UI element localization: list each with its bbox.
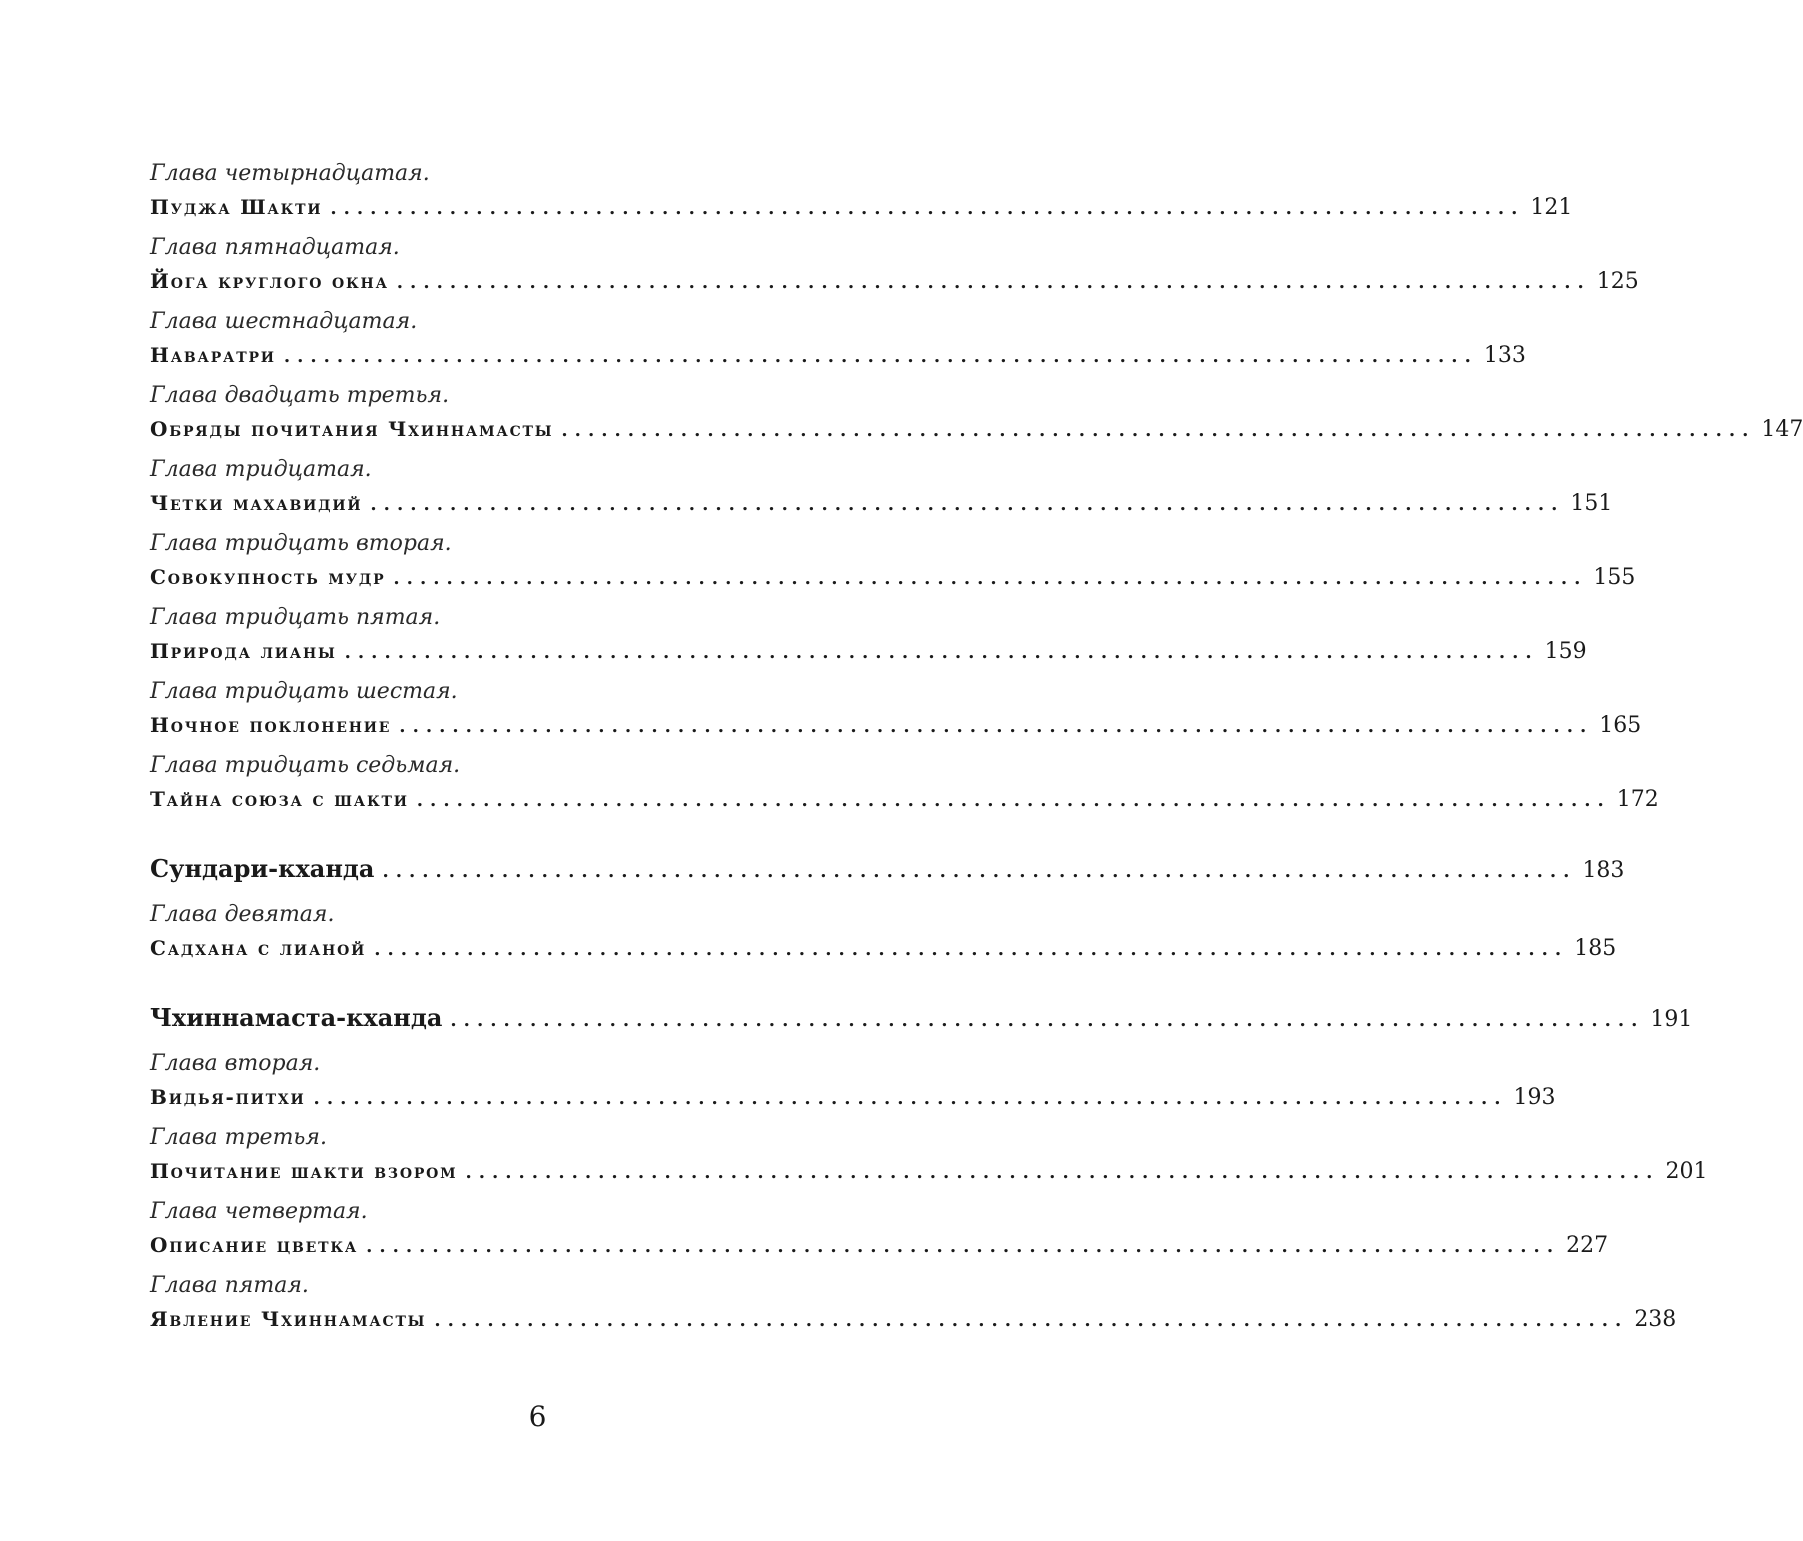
toc-entry bbox=[150, 380, 1803, 454]
page-ref: 193 bbox=[1513, 1085, 1556, 1110]
page-ref: 121 bbox=[1530, 195, 1573, 220]
toc-row bbox=[150, 412, 1803, 446]
toc-row bbox=[150, 486, 1613, 520]
page-ref: 183 bbox=[1582, 858, 1625, 883]
toc-row bbox=[150, 1154, 1708, 1188]
part-title: Чхиннамаста-кханда bbox=[150, 1003, 443, 1032]
table-of-contents bbox=[150, 158, 1803, 1344]
toc-row bbox=[150, 1080, 1556, 1114]
dot-leader: .......................................................................................... bbox=[450, 1010, 1645, 1031]
dot-leader: .......................................................................................... bbox=[399, 716, 1594, 737]
dot-leader: .......................................................................................... bbox=[374, 939, 1569, 960]
page-ref: 151 bbox=[1570, 491, 1613, 516]
toc-entry bbox=[150, 899, 1617, 973]
toc-row bbox=[150, 190, 1573, 224]
chapter-label: Глава двадцать третья. bbox=[150, 383, 450, 408]
chapter-label: Глава тридцать седьмая. bbox=[150, 753, 461, 778]
chapter-label: Глава пятая. bbox=[150, 1273, 309, 1298]
toc-row bbox=[150, 1228, 1609, 1262]
dot-leader: .......................................................................................... bbox=[283, 346, 1478, 367]
chapter-label: Глава шестнадцатая. bbox=[150, 309, 418, 334]
chapter-label: Глава тридцать вторая. bbox=[150, 531, 452, 556]
part-title: Сундари-кханда bbox=[150, 854, 375, 883]
toc-entry bbox=[150, 454, 1613, 528]
chapter-label: Глава тридцатая. bbox=[150, 457, 372, 482]
page-ref: 227 bbox=[1566, 1233, 1609, 1258]
dot-leader: .......................................................................................... bbox=[344, 642, 1539, 663]
toc-entry bbox=[150, 1048, 1556, 1122]
dot-leader: .......................................................................................... bbox=[393, 568, 1588, 589]
toc-row bbox=[150, 1302, 1677, 1336]
page-ref: 147 bbox=[1761, 417, 1803, 442]
chapter-title: Видья-питхи bbox=[150, 1085, 306, 1109]
toc-row bbox=[150, 708, 1642, 742]
toc-entry bbox=[150, 602, 1587, 676]
page-ref: 165 bbox=[1599, 713, 1642, 738]
chapter-title: Явление Чхиннамасты bbox=[150, 1307, 427, 1331]
chapter-label: Глава тридцать пятая. bbox=[150, 605, 441, 630]
chapter-title: Садхана с лианой bbox=[150, 936, 367, 960]
chapter-title: Пуджа Шакти bbox=[150, 195, 323, 219]
chapter-title: Природа лианы bbox=[150, 639, 337, 663]
page-ref: 155 bbox=[1593, 565, 1636, 590]
chapter-title: Тайна союза с шакти bbox=[150, 787, 409, 811]
chapter-title: Описание цветка bbox=[150, 1233, 359, 1257]
chapter-title: Ночное поклонение bbox=[150, 713, 392, 737]
toc-part-chhinnamasta bbox=[150, 1000, 1693, 1048]
page-ref: 125 bbox=[1596, 269, 1639, 294]
chapter-label: Глава девятая. bbox=[150, 902, 335, 927]
page-number: 6 bbox=[528, 1400, 547, 1433]
page-ref: 201 bbox=[1665, 1159, 1708, 1184]
toc-entry bbox=[150, 1270, 1677, 1344]
toc-entry bbox=[150, 676, 1642, 750]
dot-leader: .......................................................................................... bbox=[396, 272, 1591, 293]
toc-row bbox=[150, 1000, 1693, 1036]
toc-part-sundari bbox=[150, 851, 1625, 899]
chapter-label: Глава четвертая. bbox=[150, 1199, 368, 1224]
toc-row bbox=[150, 264, 1639, 298]
dot-leader: .......................................................................................... bbox=[370, 494, 1565, 515]
dot-leader: .......................................................................................... bbox=[330, 198, 1525, 219]
chapter-label: Глава четырнадцатая. bbox=[150, 161, 430, 186]
toc-entry bbox=[150, 1196, 1609, 1270]
dot-leader: .......................................................................................... bbox=[382, 861, 1577, 882]
chapter-label: Глава пятнадцатая. bbox=[150, 235, 400, 260]
chapter-title: Наваратри bbox=[150, 343, 276, 367]
toc-row bbox=[150, 782, 1659, 816]
toc-row bbox=[150, 634, 1587, 668]
chapter-title: Совокупность мудр bbox=[150, 565, 386, 589]
toc-row bbox=[150, 931, 1617, 965]
toc-entry bbox=[150, 1122, 1708, 1196]
chapter-label: Глава вторая. bbox=[150, 1051, 321, 1076]
chapter-label: Глава третья. bbox=[150, 1125, 327, 1150]
chapter-title: Йога круглого окна bbox=[150, 269, 389, 293]
chapter-title: Почитание шакти взором bbox=[150, 1159, 458, 1183]
chapter-title: Четки махавидий bbox=[150, 491, 363, 515]
page-ref: 133 bbox=[1483, 343, 1526, 368]
page-ref: 185 bbox=[1574, 936, 1617, 961]
dot-leader: .......................................................................................... bbox=[313, 1088, 1508, 1109]
toc-entry bbox=[150, 306, 1526, 380]
dot-leader: .......................................................................................... bbox=[434, 1310, 1629, 1331]
toc-row bbox=[150, 560, 1636, 594]
page-ref: 238 bbox=[1634, 1307, 1677, 1332]
chapter-label: Глава тридцать шестая. bbox=[150, 679, 458, 704]
dot-leader: .......................................................................................... bbox=[366, 1236, 1561, 1257]
page-ref: 159 bbox=[1544, 639, 1587, 664]
toc-entry bbox=[150, 232, 1639, 306]
chapter-title: Обряды почитания Чхиннамасты bbox=[150, 417, 554, 441]
dot-leader: .......................................................................................... bbox=[465, 1162, 1660, 1183]
toc-row bbox=[150, 851, 1625, 887]
toc-entry bbox=[150, 750, 1659, 824]
toc-entry bbox=[150, 158, 1573, 232]
toc-entry bbox=[150, 528, 1636, 602]
page-ref: 191 bbox=[1650, 1007, 1693, 1032]
dot-leader: .......................................................................................... bbox=[416, 790, 1611, 811]
toc-row bbox=[150, 338, 1526, 372]
dot-leader: .......................................................................................... bbox=[561, 420, 1756, 441]
page-ref: 172 bbox=[1616, 787, 1659, 812]
